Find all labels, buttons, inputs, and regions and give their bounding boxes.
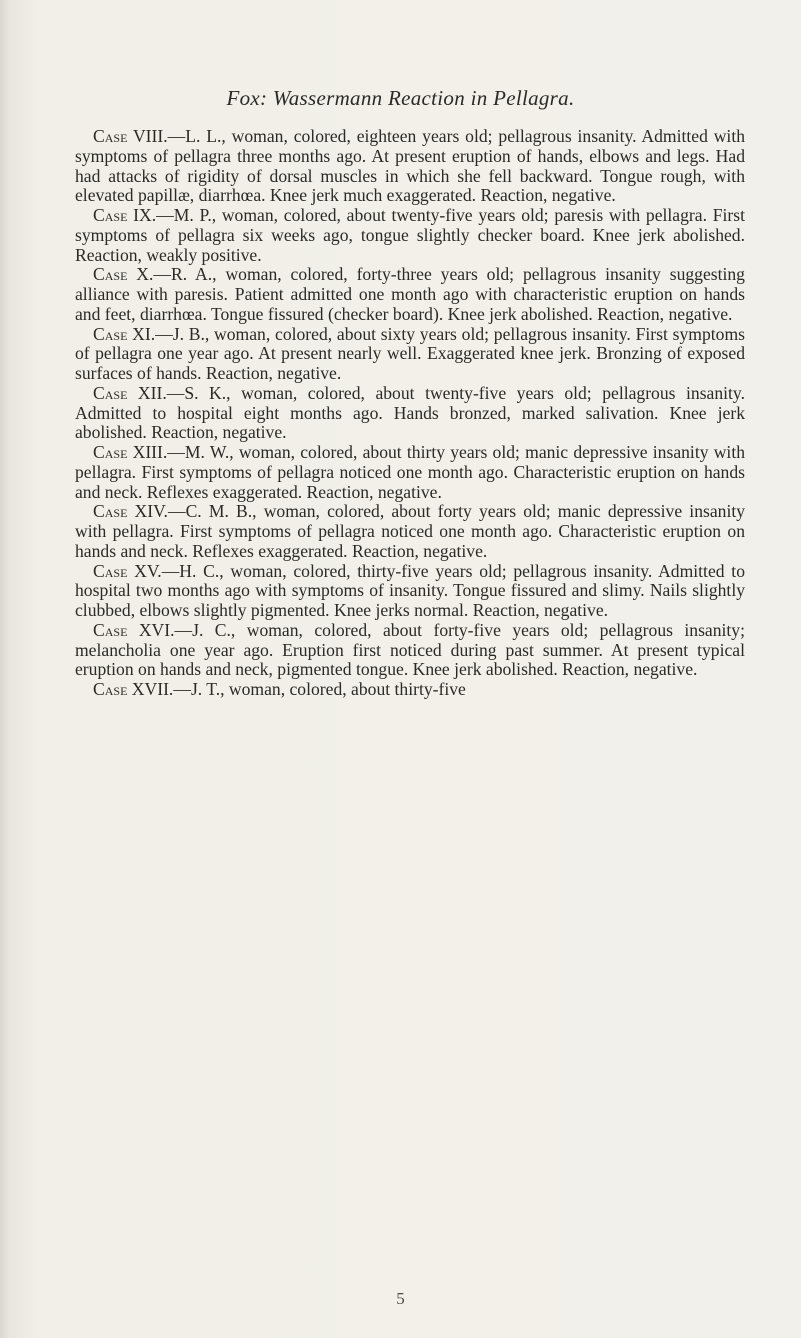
case-label: Case VIII. (93, 126, 168, 146)
case-paragraph (75, 680, 745, 700)
running-title: Fox: Wassermann Reaction in Pellagra. (226, 86, 575, 110)
case-label: Case XIV. (93, 501, 168, 522)
case-label: Case XIII. (93, 442, 168, 462)
case-list (75, 127, 745, 700)
case-paragraph (75, 443, 745, 502)
case-paragraph (75, 384, 745, 443)
case-text: —H. C., woman, colored, thirty-five years old; pellagrous insanity. Admitted to hospital two months ago with symptoms of insanity. Tongue fissured and slimy. Nails slightly clubbed, elbows slightly pigmented. Knee jerks normal. Reaction, negative. (75, 560, 745, 620)
case-paragraph (75, 562, 745, 621)
case-paragraph (75, 265, 745, 324)
case-label: Case XVII. (93, 679, 174, 699)
case-label: Case IX. (93, 205, 157, 225)
case-label: Case XVI. (93, 619, 175, 640)
case-paragraph (75, 325, 745, 384)
case-text: —M. P., woman, colored, about twenty-five years old; paresis with pellagra. First symptoms of pellagra six weeks ago, tongue slightly checker board. Knee jerk abolished. Reaction, weakly positive. (75, 205, 745, 265)
case-label: Case X. (93, 264, 154, 285)
case-text: —L. L., woman, colored, eighteen years old; pellagrous insanity. Admitted with symptoms of pellagra three months ago. At present eruption of hands, elbows and legs. Had had attacks of rigidity of dorsal muscles in which she fell backward. Tongue rough, with elevated papillæ, diarrhœa. Knee jerk much exaggerated. Reaction, negative. (75, 126, 746, 206)
case-text: —J. C., woman, colored, about forty-five years old; pellagrous insanity; melancholia one year ago. Eruption first noticed during past summer. At present typical eruption on hands and neck, pigmented tongue. Knee jerk abolished. Reaction, negative. (75, 619, 745, 680)
case-text: —J. T., woman, colored, about thirty-five (173, 679, 466, 699)
case-label: Case XV. (93, 560, 162, 581)
case-paragraph (75, 502, 745, 561)
case-text: —J. B., woman, colored, about sixty years old; pellagrous insanity. First symptoms of pellagra one year ago. At present nearly well. Exaggerated knee jerk. Bronzing of exposed surfaces of hands. Reaction, negative. (75, 323, 745, 383)
case-paragraph (75, 621, 745, 680)
case-paragraph (75, 206, 745, 265)
case-text: —C. M. B., woman, colored, about forty years old; manic depressive insanity with pellagra. First symptoms of pellagra noticed one month ago. Characteristic eruption on hands and neck. Reflexes exaggerated. Reaction, negative. (75, 501, 746, 561)
case-text: —M. W., woman, colored, about thirty years old; manic depressive insanity with pellagra. First symptoms of pellagra noticed one month ago. Characteristic eruption on hands and neck. Reflexes exaggerated. Reaction, negative. (75, 442, 745, 502)
case-text: —S. K., woman, colored, about twenty-five years old; pellagrous insanity. Admitted to hospital eight months ago. Hands bronzed, marked salivation. Knee jerk abolished. Reaction, negative. (75, 382, 745, 443)
case-label: Case XII. (93, 382, 167, 403)
case-text: —R. A., woman, colored, forty-three years old; pellagrous insanity suggesting alliance with paresis. Patient admitted one month ago with characteristic eruption on hands and feet, diarrhœa. Tongue fissured (checker board). Knee jerk abolished. Reaction, negative. (75, 264, 745, 324)
case-label: Case XI. (93, 323, 156, 344)
case-paragraph (75, 127, 745, 206)
page-number: 5 (396, 1289, 405, 1308)
